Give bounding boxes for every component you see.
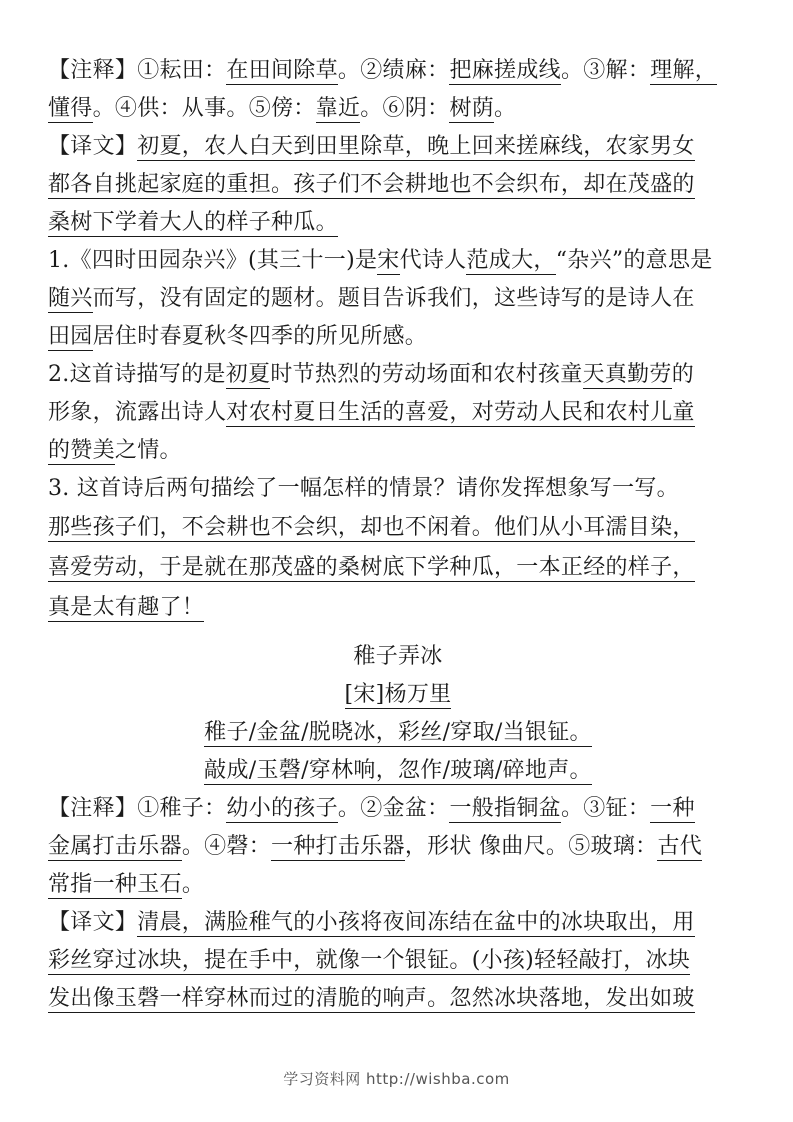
q1-answer: 田园 [48, 324, 93, 349]
poem-dynasty: [宋] [344, 682, 385, 707]
translation-text: 都各自挑起家庭的重担。孩子们不会耕地也不会织布，却在茂盛的 [48, 172, 695, 197]
note-text: 理解， [650, 58, 718, 83]
q3-answer: 真是太有趣了！ [48, 595, 205, 620]
note-text: 树荫 [449, 96, 495, 121]
q2-line-3 [48, 432, 748, 470]
translation-text: 清晨，满脸稚气的小孩将夜间冻结在盆中的冰块取出，用 [137, 910, 695, 935]
translation-line-3 [48, 204, 748, 242]
q3-text: 3. 这首诗后两句描绘了一幅怎样的情景？请你发挥想象写一写。 [48, 476, 679, 501]
q2-text: 时节热烈的劳动场面和农村孩童 [270, 362, 583, 387]
note-text: 靠近 [315, 96, 361, 121]
translation-label: 【译文】 [48, 910, 138, 935]
q2-line-1 [48, 356, 748, 394]
poem-author-name: 杨万里 [384, 682, 452, 707]
note-text: 古代 [657, 834, 703, 859]
translation-text: 桑树下学着大人的样子种瓜。 [48, 210, 338, 235]
translation-text: 发出像玉磬一样穿林而过的清脆的响声。忽然冰块落地，发出如玻 [48, 986, 695, 1011]
note-term: 。②绩麻： [337, 58, 450, 83]
note-text: 幼小的孩子 [226, 796, 338, 821]
note-term: ，形状 像曲尺。⑤玻璃： [404, 834, 658, 859]
q3-question [48, 470, 748, 508]
notes-label: 【注释】①稚子： [48, 796, 227, 821]
q1-line-1 [48, 242, 748, 280]
poem-title-text: 稚子弄冰 [353, 644, 443, 669]
note-term: 。 [181, 872, 205, 897]
poem-line-2 [48, 752, 748, 790]
notes-label: 【注释】①耘田： [48, 58, 227, 83]
note-text: 一般指铜盆 [449, 796, 561, 821]
translation-line-2 [48, 166, 748, 204]
poem-translation-line-2 [48, 942, 748, 980]
q2-text: 的 [671, 362, 695, 387]
q1-text: 代诗人 [399, 248, 467, 273]
note-term: 。⑥阴： [360, 96, 450, 121]
note-text: 金属打击乐器 [48, 834, 182, 859]
q1-line-2 [48, 280, 748, 318]
q3-answer-line-3 [48, 588, 748, 628]
q1-text: “杂兴”的意思是 [555, 248, 713, 273]
note-text: 一种 [650, 796, 695, 821]
translation-label: 【译文】 [48, 134, 138, 159]
page-footer [0, 1068, 793, 1089]
q1-text: 居住时春夏秋冬四季的所见所感。 [92, 324, 428, 349]
note-term: 。 [494, 96, 517, 121]
note-term: 。②金盆： [337, 796, 450, 821]
note-text: 把麻搓成线 [449, 58, 561, 83]
translation-text: 初夏，农人白天到田里除草，晚上回来搓麻线，农家男女 [137, 134, 695, 159]
q2-text: 形象，流露出诗人 [48, 400, 227, 425]
q2-answer: 的赞美 [48, 438, 115, 463]
q3-answer-line-1 [48, 508, 748, 548]
poem-title [48, 638, 748, 676]
translation-line-1 [48, 128, 748, 166]
note-term: 。③钲： [560, 796, 651, 821]
note-text: 一种打击乐器 [271, 834, 405, 859]
q1-answer: 随兴 [48, 286, 93, 311]
note-text: 在田间除草 [226, 58, 338, 83]
q2-line-2 [48, 394, 748, 432]
q1-answer: 范成大， [466, 248, 556, 273]
q2-answer: 对农村夏日生活的喜爱，对劳动人民和农村儿童 [226, 400, 695, 425]
poem-author [48, 676, 748, 714]
note-term: 。③解： [560, 58, 651, 83]
q1-text: 而写，没有固定的题材。题目告诉我们，这些诗写的是诗人在 [92, 286, 695, 311]
q3-answer: 那些孩子们，不会耕也不会织，却也不闲着。他们从小耳濡目染， [48, 515, 695, 540]
note-text: 懂得 [48, 96, 93, 121]
notes-line-2 [48, 90, 748, 128]
q2-text: 之情。 [114, 438, 182, 463]
document-page [48, 52, 748, 1018]
q3-answer: 喜爱劳动，于是就在那茂盛的桑树底下学种瓜，一本正经的样子， [48, 555, 695, 580]
q3-answer-line-2 [48, 548, 748, 588]
poem-verse: 稚子/金盆/脱晓冰，彩丝/穿取/当银钲。 [204, 720, 592, 745]
q1-text: 1.《四时田园杂兴》(其三十一)是 [48, 248, 378, 273]
poem-notes-line-2 [48, 828, 748, 866]
note-term: 。④供：从事。⑤傍： [92, 96, 316, 121]
q1-answer: 宋 [377, 248, 400, 273]
poem-notes-line-1 [48, 790, 748, 828]
poem-line-1 [48, 714, 748, 752]
poem-translation-line-1 [48, 904, 748, 942]
q1-line-3 [48, 318, 748, 356]
q2-answer: 天真勤劳 [582, 362, 672, 387]
notes-line-1 [48, 52, 748, 90]
poem-verse: 敲成/玉磬/穿林响，忽作/玻璃/碎地声。 [204, 758, 592, 783]
note-term: 。④磬： [181, 834, 272, 859]
q2-text: 2.这首诗描写的是 [48, 362, 226, 387]
poem-notes-line-3 [48, 866, 748, 904]
poem-translation-line-3 [48, 980, 748, 1018]
note-text: 常指一种玉石 [48, 872, 182, 897]
translation-text: 彩丝穿过冰块，提在手中，就像一个银钲。(小孩)轻轻敲打，冰块 [48, 948, 691, 973]
footer-text: 学习资料网 http://wishba.com [283, 1070, 510, 1088]
q2-answer: 初夏 [225, 362, 271, 387]
